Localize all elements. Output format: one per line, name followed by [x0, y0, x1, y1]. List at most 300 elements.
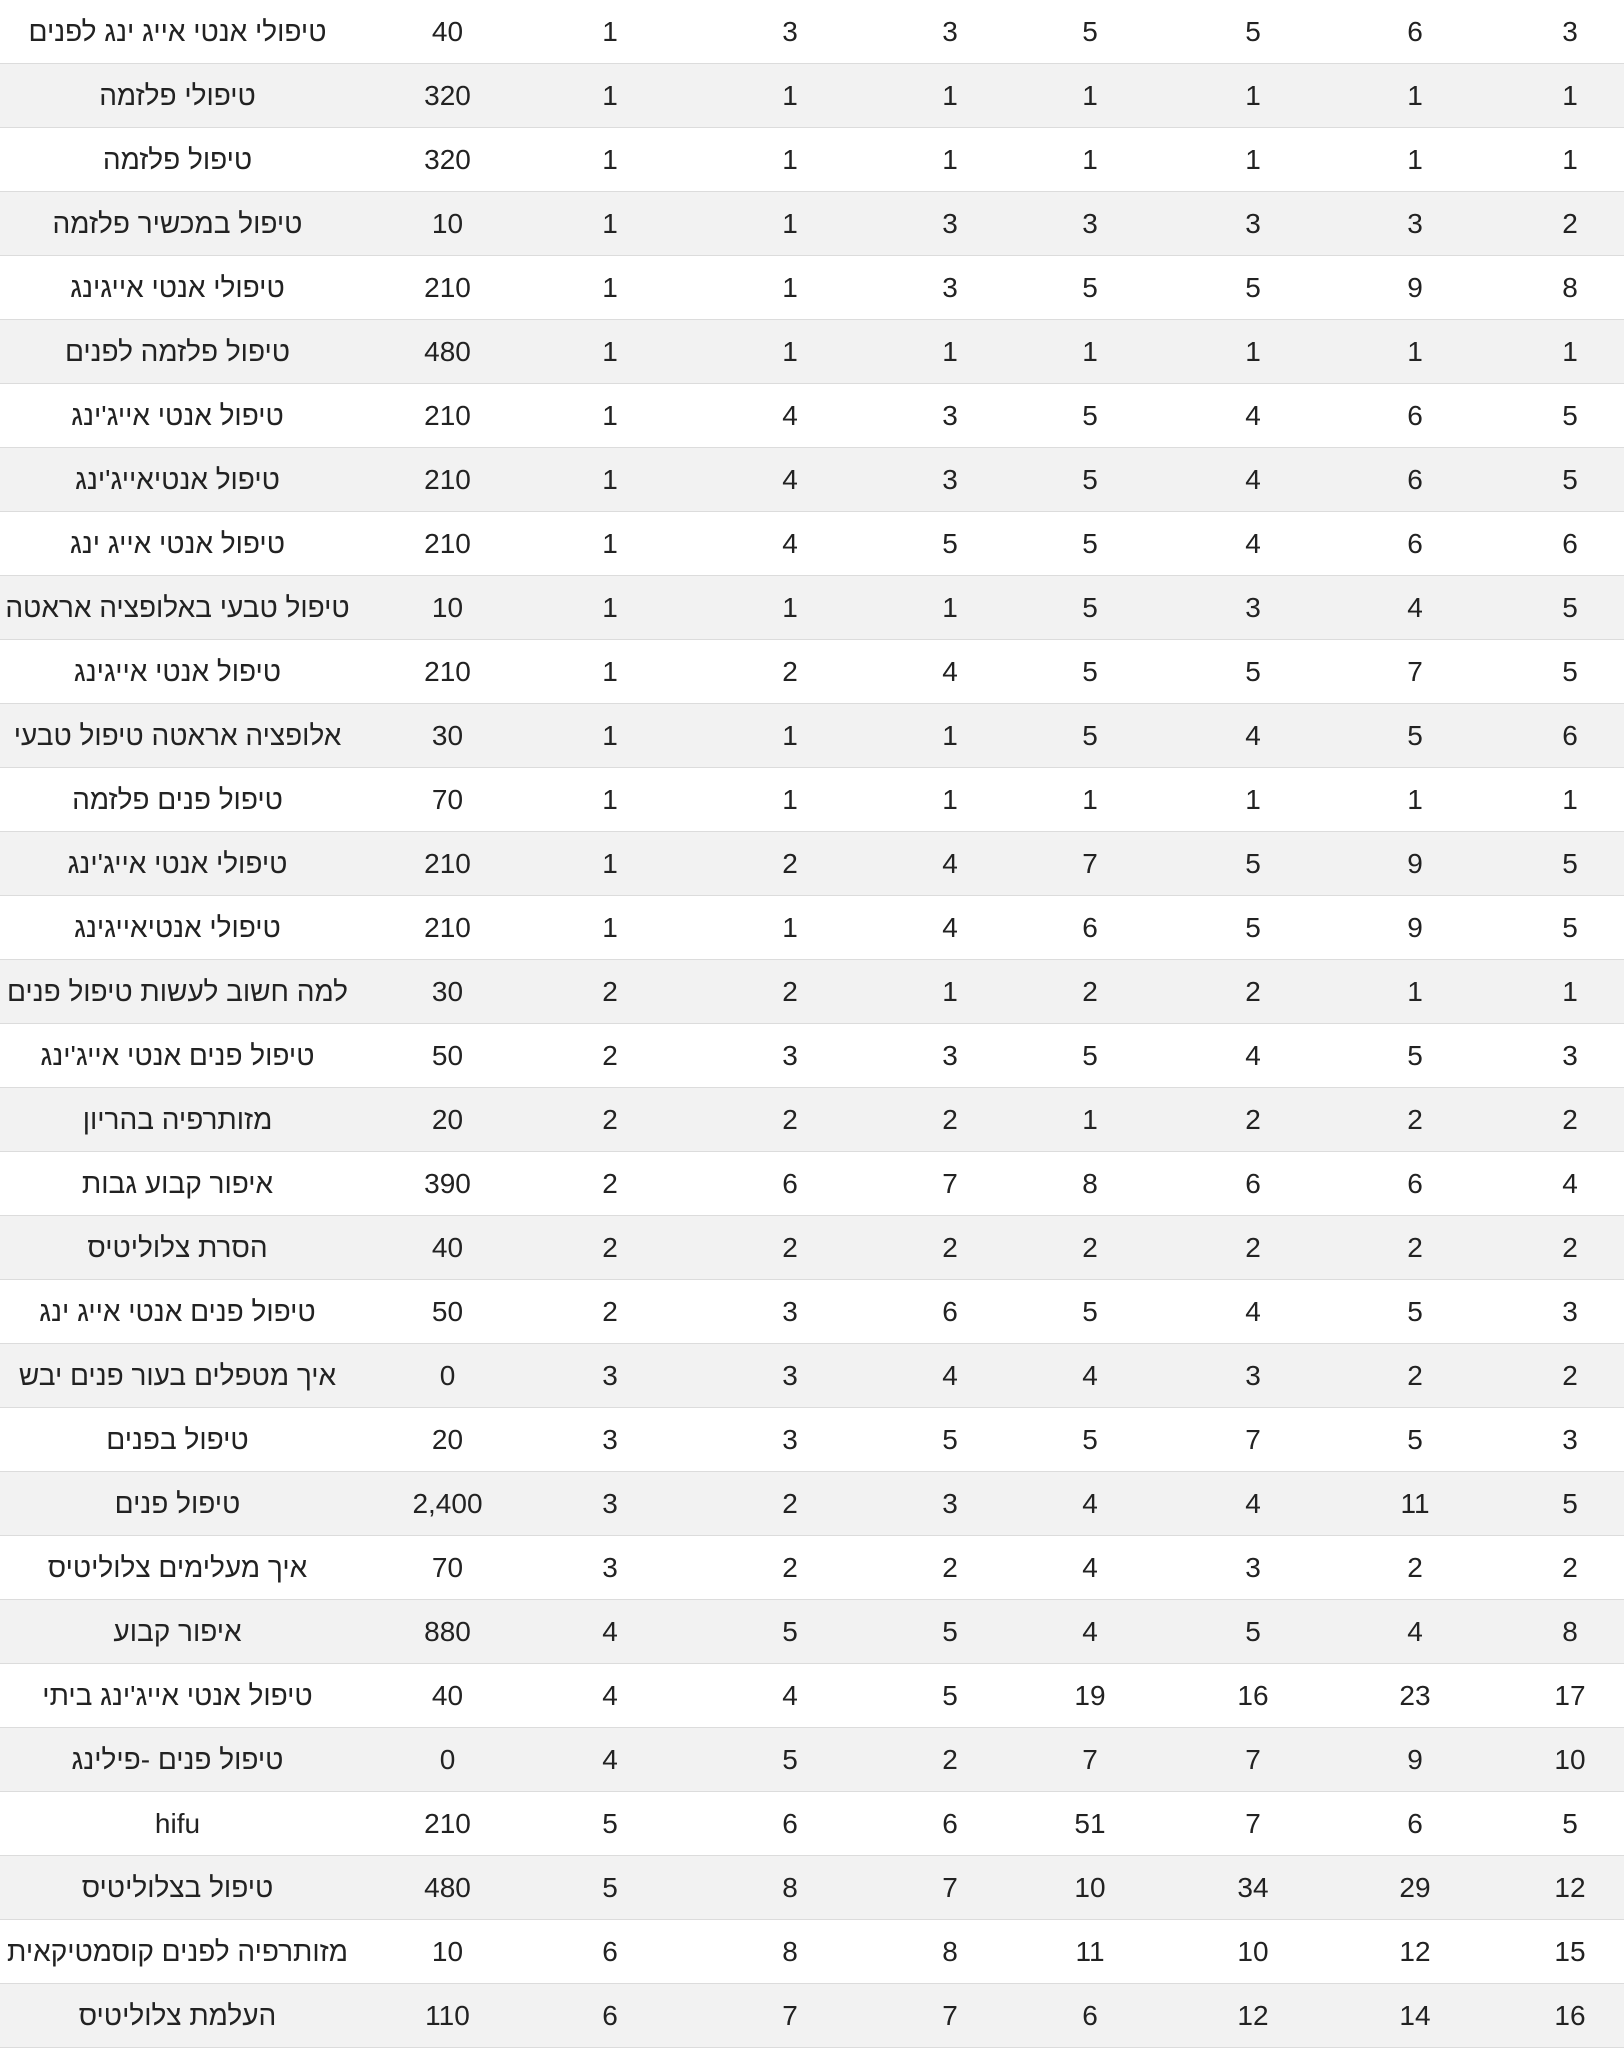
rank-cell-5: 5 — [1245, 16, 1261, 47]
rank-cell-5: 16 — [1237, 1680, 1269, 1711]
rank-cell-1: 1 — [602, 656, 618, 687]
rank-cell-4: 2 — [1082, 976, 1098, 1007]
rank-cell-1: 3 — [602, 1424, 618, 1455]
rank-cell-3: 2 — [942, 1104, 958, 1135]
rank-cell-6: 9 — [1407, 1744, 1423, 1775]
rank-cell-2: 8 — [782, 1872, 798, 1903]
rank-cell-2: 5 — [782, 1616, 798, 1647]
rank-cell-6: 2 — [1407, 1552, 1423, 1583]
rank-cell-3: 3 — [942, 1040, 958, 1071]
rank-cell-2: 3 — [782, 1296, 798, 1327]
rank-cell-2: 1 — [782, 144, 798, 175]
rank-cell-4: 4 — [1082, 1616, 1098, 1647]
keyword-cell: טיפולי אנטי אייג'ינג — [67, 848, 288, 879]
rank-cell-6: 6 — [1407, 1168, 1423, 1199]
rank-cell-4: 4 — [1082, 1552, 1098, 1583]
rank-cell-6: 6 — [1407, 400, 1423, 431]
volume-cell: 320 — [424, 80, 471, 111]
rank-cell-5: 1 — [1245, 144, 1261, 175]
rank-cell-6: 2 — [1407, 1360, 1423, 1391]
rank-cell-2: 1 — [782, 912, 798, 943]
rank-cell-1: 4 — [602, 1616, 618, 1647]
rank-cell-4: 19 — [1074, 1680, 1106, 1711]
table-row — [0, 1408, 1624, 1472]
rank-cell-1: 2 — [602, 1104, 618, 1135]
rank-cell-4: 5 — [1082, 1424, 1098, 1455]
rank-cell-3: 1 — [942, 976, 958, 1007]
rank-cell-7: 2 — [1562, 1104, 1578, 1135]
rank-cell-2: 1 — [782, 784, 798, 815]
rank-cell-7: 3 — [1562, 1296, 1578, 1327]
rank-cell-5: 4 — [1245, 464, 1261, 495]
keyword-cell: מזותרפיה לפנים קוסמטיקאית — [7, 1936, 348, 1967]
rank-cell-6: 9 — [1407, 848, 1423, 879]
keyword-cell: hifu — [154, 1808, 201, 1839]
keyword-cell: אלופציה אראטה טיפול טבעי — [13, 720, 342, 751]
rank-cell-5: 6 — [1245, 1168, 1261, 1199]
keyword-cell: טיפול פנים אנטי אייג ינג — [39, 1296, 316, 1327]
rank-cell-7: 12 — [1554, 1872, 1586, 1903]
table-row — [0, 1216, 1624, 1280]
rank-cell-4: 5 — [1082, 720, 1098, 751]
rank-cell-1: 1 — [602, 208, 618, 239]
rank-cell-1: 2 — [602, 976, 618, 1007]
volume-cell: 210 — [424, 656, 471, 687]
rank-cell-4: 1 — [1082, 336, 1098, 367]
rank-cell-6: 6 — [1407, 16, 1423, 47]
rank-cell-2: 2 — [782, 1104, 798, 1135]
rank-cell-4: 11 — [1075, 1936, 1105, 1967]
rank-cell-4: 5 — [1082, 272, 1098, 303]
table-row — [0, 640, 1624, 704]
table-row — [0, 1984, 1624, 2048]
volume-cell: 40 — [431, 1680, 464, 1711]
rank-cell-3: 7 — [942, 1872, 958, 1903]
rank-cell-7: 16 — [1554, 2000, 1586, 2031]
rank-cell-4: 7 — [1082, 848, 1098, 879]
rank-cell-3: 3 — [942, 1488, 958, 1519]
rank-cell-2: 2 — [782, 1232, 798, 1263]
rank-cell-3: 3 — [942, 272, 958, 303]
rank-cell-4: 5 — [1082, 16, 1098, 47]
rank-cell-4: 7 — [1082, 1744, 1098, 1775]
table-row — [0, 128, 1624, 192]
rank-cell-2: 3 — [782, 16, 798, 47]
rank-cell-5: 7 — [1245, 1744, 1261, 1775]
volume-cell: 0 — [439, 1744, 456, 1775]
keyword-cell: טיפול במכשיר פלזמה — [52, 208, 303, 239]
volume-cell: 10 — [431, 1936, 464, 1967]
rank-cell-7: 2 — [1562, 1360, 1578, 1391]
rank-cell-5: 5 — [1245, 848, 1261, 879]
rank-cell-3: 8 — [942, 1936, 958, 1967]
rank-cell-1: 2 — [602, 1232, 618, 1263]
rank-cell-4: 4 — [1082, 1488, 1098, 1519]
rank-cell-5: 12 — [1237, 2000, 1269, 2031]
rank-cell-6: 5 — [1407, 720, 1423, 751]
rank-cell-5: 2 — [1245, 1232, 1261, 1263]
keyword-cell: טיפול בצלוליטיס — [81, 1872, 274, 1903]
rank-cell-3: 5 — [942, 528, 958, 559]
rank-cell-7: 5 — [1562, 656, 1578, 687]
table-row — [0, 64, 1624, 128]
rank-cell-5: 34 — [1237, 1872, 1269, 1903]
volume-cell: 50 — [431, 1296, 464, 1327]
keyword-cell: טיפול פלזמה — [102, 144, 253, 175]
rank-cell-4: 4 — [1082, 1360, 1098, 1391]
table-row — [0, 320, 1624, 384]
rank-cell-1: 2 — [602, 1296, 618, 1327]
table-row — [0, 512, 1624, 576]
rank-cell-6: 23 — [1399, 1680, 1431, 1711]
rank-cell-6: 12 — [1399, 1936, 1431, 1967]
rank-cell-3: 7 — [942, 1168, 958, 1199]
rank-cell-1: 1 — [602, 16, 618, 47]
table-row — [0, 1664, 1624, 1728]
rank-cell-2: 2 — [782, 976, 798, 1007]
rank-cell-1: 1 — [602, 720, 618, 751]
rank-cell-4: 3 — [1082, 208, 1098, 239]
volume-cell: 210 — [424, 464, 471, 495]
rank-cell-1: 6 — [602, 1936, 618, 1967]
keyword-cell: טיפול אנטי אייג ינג — [70, 528, 285, 559]
rank-cell-2: 8 — [782, 1936, 798, 1967]
rank-cell-7: 6 — [1562, 528, 1578, 559]
rank-cell-2: 1 — [782, 208, 798, 239]
rank-cell-7: 2 — [1562, 1552, 1578, 1583]
rank-cell-2: 4 — [782, 400, 798, 431]
rank-cell-3: 7 — [942, 2000, 958, 2031]
rank-cell-5: 5 — [1245, 1616, 1261, 1647]
keyword-cell: העלמת צלוליטיס — [78, 2000, 277, 2031]
rank-cell-1: 1 — [602, 592, 618, 623]
rank-cell-7: 8 — [1562, 272, 1578, 303]
keyword-cell: טיפול פנים -פילינג — [71, 1744, 284, 1775]
table-row — [0, 1472, 1624, 1536]
rank-cell-7: 1 — [1562, 976, 1578, 1007]
rank-cell-2: 6 — [782, 1168, 798, 1199]
rank-cell-1: 3 — [602, 1488, 618, 1519]
rank-cell-6: 5 — [1407, 1424, 1423, 1455]
rank-cell-1: 1 — [602, 144, 618, 175]
rank-cell-2: 7 — [782, 2000, 798, 2031]
table-row — [0, 1024, 1624, 1088]
rank-cell-2: 1 — [782, 592, 798, 623]
table-row — [0, 1280, 1624, 1344]
rank-cell-5: 2 — [1245, 1104, 1261, 1135]
table-row — [0, 1856, 1624, 1920]
volume-cell: 210 — [424, 272, 471, 303]
table-row — [0, 576, 1624, 640]
rank-cell-3: 1 — [942, 144, 958, 175]
rank-cell-6: 1 — [1407, 144, 1423, 175]
table-row — [0, 704, 1624, 768]
rank-cell-6: 2 — [1407, 1232, 1423, 1263]
rank-cell-3: 1 — [942, 336, 958, 367]
table-row — [0, 448, 1624, 512]
rank-cell-5: 4 — [1245, 528, 1261, 559]
rank-cell-3: 2 — [942, 1744, 958, 1775]
rank-cell-1: 5 — [602, 1808, 618, 1839]
rank-cell-2: 4 — [782, 464, 798, 495]
rank-cell-2: 3 — [782, 1424, 798, 1455]
rank-cell-5: 1 — [1245, 80, 1261, 111]
rank-cell-6: 1 — [1407, 80, 1423, 111]
table-row — [0, 768, 1624, 832]
rank-cell-7: 1 — [1562, 784, 1578, 815]
rank-cell-4: 5 — [1082, 464, 1098, 495]
volume-cell: 880 — [424, 1616, 471, 1647]
rank-cell-7: 3 — [1562, 16, 1578, 47]
rank-cell-5: 10 — [1237, 1936, 1269, 1967]
rank-cell-4: 5 — [1082, 592, 1098, 623]
rank-cell-4: 2 — [1082, 1232, 1098, 1263]
rank-cell-7: 4 — [1562, 1168, 1578, 1199]
rank-cell-5: 2 — [1245, 976, 1261, 1007]
rank-cell-6: 1 — [1407, 784, 1423, 815]
table-row — [0, 1728, 1624, 1792]
rank-cell-1: 1 — [602, 272, 618, 303]
volume-cell: 20 — [431, 1424, 464, 1455]
volume-cell: 480 — [424, 1872, 471, 1903]
keyword-cell: טיפול פנים פלזמה — [72, 784, 283, 815]
rank-cell-6: 5 — [1407, 1040, 1423, 1071]
rank-cell-6: 7 — [1407, 656, 1423, 687]
rank-cell-5: 5 — [1245, 656, 1261, 687]
rank-cell-7: 5 — [1562, 848, 1578, 879]
rank-cell-5: 5 — [1245, 912, 1261, 943]
rank-cell-6: 29 — [1399, 1872, 1431, 1903]
table-row — [0, 1152, 1624, 1216]
keyword-cell: טיפולי אנטי אייגינג — [70, 272, 285, 303]
rank-cell-3: 3 — [942, 464, 958, 495]
table-row — [0, 1600, 1624, 1664]
rank-cell-5: 3 — [1245, 1552, 1261, 1583]
rank-cell-1: 3 — [602, 1360, 618, 1391]
keyword-cell: טיפול אנטי אייג'ינג ביתי — [42, 1680, 313, 1711]
rank-cell-1: 2 — [602, 1040, 618, 1071]
rank-cell-3: 2 — [942, 1552, 958, 1583]
rank-cell-3: 6 — [942, 1296, 958, 1327]
rank-cell-5: 7 — [1245, 1808, 1261, 1839]
rank-cell-3: 5 — [942, 1424, 958, 1455]
rank-cell-6: 4 — [1407, 1616, 1423, 1647]
rank-cell-1: 4 — [602, 1744, 618, 1775]
keyword-cell: טיפולי פלזמה — [99, 80, 256, 111]
rank-cell-1: 5 — [602, 1872, 618, 1903]
rank-cell-7: 5 — [1562, 1808, 1578, 1839]
rank-cell-4: 5 — [1082, 1040, 1098, 1071]
volume-cell: 30 — [431, 720, 464, 751]
keyword-cell: טיפול אנטי אייג'ינג — [71, 400, 284, 431]
rank-cell-3: 4 — [942, 912, 958, 943]
rank-cell-5: 4 — [1245, 720, 1261, 751]
rank-cell-7: 15 — [1554, 1936, 1586, 1967]
rank-cell-7: 17 — [1554, 1680, 1586, 1711]
volume-cell: 2,400 — [412, 1488, 483, 1519]
rank-cell-3: 3 — [942, 400, 958, 431]
rank-cell-2: 2 — [782, 1552, 798, 1583]
rank-cell-3: 1 — [942, 784, 958, 815]
rank-cell-1: 1 — [602, 336, 618, 367]
rank-cell-4: 5 — [1082, 528, 1098, 559]
keyword-cell: טיפולי אנטיאייגינג — [74, 912, 281, 943]
rank-cell-3: 6 — [942, 1808, 958, 1839]
rank-cell-1: 6 — [602, 2000, 618, 2031]
rank-cell-6: 14 — [1399, 2000, 1431, 2031]
rank-cell-3: 4 — [942, 848, 958, 879]
volume-cell: 480 — [424, 336, 471, 367]
keyword-cell: טיפול פנים אנטי אייג'ינג — [40, 1040, 315, 1071]
rank-cell-2: 1 — [782, 80, 798, 111]
keyword-cell: טיפול בפנים — [106, 1424, 249, 1455]
rank-cell-1: 2 — [602, 1168, 618, 1199]
keyword-cell: איך מטפלים בעור פנים יבש — [18, 1360, 337, 1391]
rank-cell-5: 4 — [1245, 1040, 1261, 1071]
volume-cell: 210 — [424, 400, 471, 431]
rank-cell-5: 3 — [1245, 1360, 1261, 1391]
rank-cell-5: 1 — [1245, 784, 1261, 815]
rank-cell-7: 1 — [1562, 80, 1578, 111]
rank-cell-3: 3 — [942, 208, 958, 239]
rank-cell-6: 11 — [1400, 1488, 1430, 1519]
rank-cell-6: 4 — [1407, 592, 1423, 623]
rank-cell-1: 1 — [602, 464, 618, 495]
volume-cell: 210 — [424, 912, 471, 943]
table-row — [0, 1920, 1624, 1984]
rank-cell-5: 7 — [1245, 1424, 1261, 1455]
keyword-cell: איפור קבוע — [113, 1616, 242, 1647]
keyword-cell: טיפול פנים — [114, 1488, 241, 1519]
rank-cell-7: 5 — [1562, 464, 1578, 495]
rank-cell-6: 5 — [1407, 1296, 1423, 1327]
volume-cell: 210 — [424, 848, 471, 879]
volume-cell: 40 — [431, 1232, 464, 1263]
rank-cell-1: 4 — [602, 1680, 618, 1711]
volume-cell: 320 — [424, 144, 471, 175]
rank-cell-7: 10 — [1554, 1744, 1586, 1775]
table-row — [0, 960, 1624, 1024]
table-row — [0, 1536, 1624, 1600]
rank-cell-7: 3 — [1562, 1424, 1578, 1455]
rank-cell-4: 1 — [1082, 1104, 1098, 1135]
rank-cell-2: 5 — [782, 1744, 798, 1775]
rank-cell-7: 5 — [1562, 400, 1578, 431]
volume-cell: 50 — [431, 1040, 464, 1071]
table-row — [0, 1792, 1624, 1856]
keyword-cell: טיפול אנטיאייג'ינג — [75, 464, 280, 495]
table-row — [0, 384, 1624, 448]
keyword-cell: למה חשוב לעשות טיפול פנים — [6, 976, 349, 1007]
keyword-cell: טיפולי אנטי אייג ינג לפנים — [28, 16, 327, 47]
rank-cell-2: 2 — [782, 656, 798, 687]
rank-cell-6: 3 — [1407, 208, 1423, 239]
volume-cell: 30 — [431, 976, 464, 1007]
rank-cell-1: 1 — [602, 80, 618, 111]
rank-cell-4: 6 — [1082, 912, 1098, 943]
rank-cell-7: 1 — [1562, 336, 1578, 367]
rank-cell-3: 3 — [942, 16, 958, 47]
rank-cell-4: 1 — [1082, 784, 1098, 815]
keyword-cell: טיפול אנטי אייגינג — [73, 656, 282, 687]
table-row — [0, 256, 1624, 320]
rank-cell-7: 5 — [1562, 1488, 1578, 1519]
rank-cell-2: 1 — [782, 336, 798, 367]
rank-cell-7: 1 — [1562, 144, 1578, 175]
volume-cell: 110 — [425, 2000, 470, 2031]
rank-cell-1: 1 — [602, 528, 618, 559]
rank-cell-2: 4 — [782, 1680, 798, 1711]
rank-cell-1: 1 — [602, 784, 618, 815]
rank-cell-2: 6 — [782, 1808, 798, 1839]
rank-cell-1: 1 — [602, 848, 618, 879]
rank-cell-3: 1 — [942, 592, 958, 623]
rank-cell-4: 5 — [1082, 656, 1098, 687]
rank-cell-2: 4 — [782, 528, 798, 559]
volume-cell: 40 — [431, 16, 464, 47]
rank-cell-4: 1 — [1082, 144, 1098, 175]
rank-cell-6: 9 — [1407, 912, 1423, 943]
rank-cell-5: 4 — [1245, 400, 1261, 431]
rank-cell-2: 3 — [782, 1040, 798, 1071]
rank-cell-2: 3 — [782, 1360, 798, 1391]
volume-cell: 0 — [439, 1360, 456, 1391]
table-row — [0, 896, 1624, 960]
keyword-cell: איפור קבוע גבות — [81, 1168, 274, 1199]
table-row — [0, 0, 1624, 64]
keyword-cell: טיפול פלזמה לפנים — [64, 336, 291, 367]
volume-cell: 210 — [424, 528, 471, 559]
rank-cell-6: 2 — [1407, 1104, 1423, 1135]
rank-cell-5: 1 — [1245, 336, 1261, 367]
rank-cell-4: 1 — [1082, 80, 1098, 111]
rank-cell-7: 2 — [1562, 208, 1578, 239]
volume-cell: 10 — [431, 592, 464, 623]
rank-cell-6: 6 — [1407, 464, 1423, 495]
rank-cell-6: 6 — [1407, 1808, 1423, 1839]
rank-cell-4: 5 — [1082, 400, 1098, 431]
rank-cell-2: 2 — [782, 848, 798, 879]
rank-cell-2: 2 — [782, 1488, 798, 1519]
volume-cell: 20 — [431, 1104, 464, 1135]
rank-cell-1: 3 — [602, 1552, 618, 1583]
table-row — [0, 1344, 1624, 1408]
rank-cell-3: 5 — [942, 1616, 958, 1647]
rank-cell-4: 6 — [1082, 2000, 1098, 2031]
keyword-cell: איך מעלימים צלוליטיס — [47, 1552, 308, 1583]
rank-cell-5: 5 — [1245, 272, 1261, 303]
rank-cell-7: 8 — [1562, 1616, 1578, 1647]
rank-cell-2: 1 — [782, 272, 798, 303]
table-row — [0, 1088, 1624, 1152]
rank-cell-3: 4 — [942, 1360, 958, 1391]
rank-cell-4: 8 — [1082, 1168, 1098, 1199]
rank-cell-3: 1 — [942, 720, 958, 751]
volume-cell: 10 — [431, 208, 464, 239]
rank-cell-7: 5 — [1562, 592, 1578, 623]
rank-cell-5: 4 — [1245, 1488, 1261, 1519]
rank-cell-3: 2 — [942, 1232, 958, 1263]
rank-cell-7: 6 — [1562, 720, 1578, 751]
rank-cell-2: 1 — [782, 720, 798, 751]
rank-cell-3: 5 — [942, 1680, 958, 1711]
rank-cell-4: 5 — [1082, 1296, 1098, 1327]
rank-cell-5: 3 — [1245, 592, 1261, 623]
rank-cell-6: 1 — [1407, 336, 1423, 367]
table-row — [0, 832, 1624, 896]
rank-cell-7: 2 — [1562, 1232, 1578, 1263]
rank-cell-7: 3 — [1562, 1040, 1578, 1071]
